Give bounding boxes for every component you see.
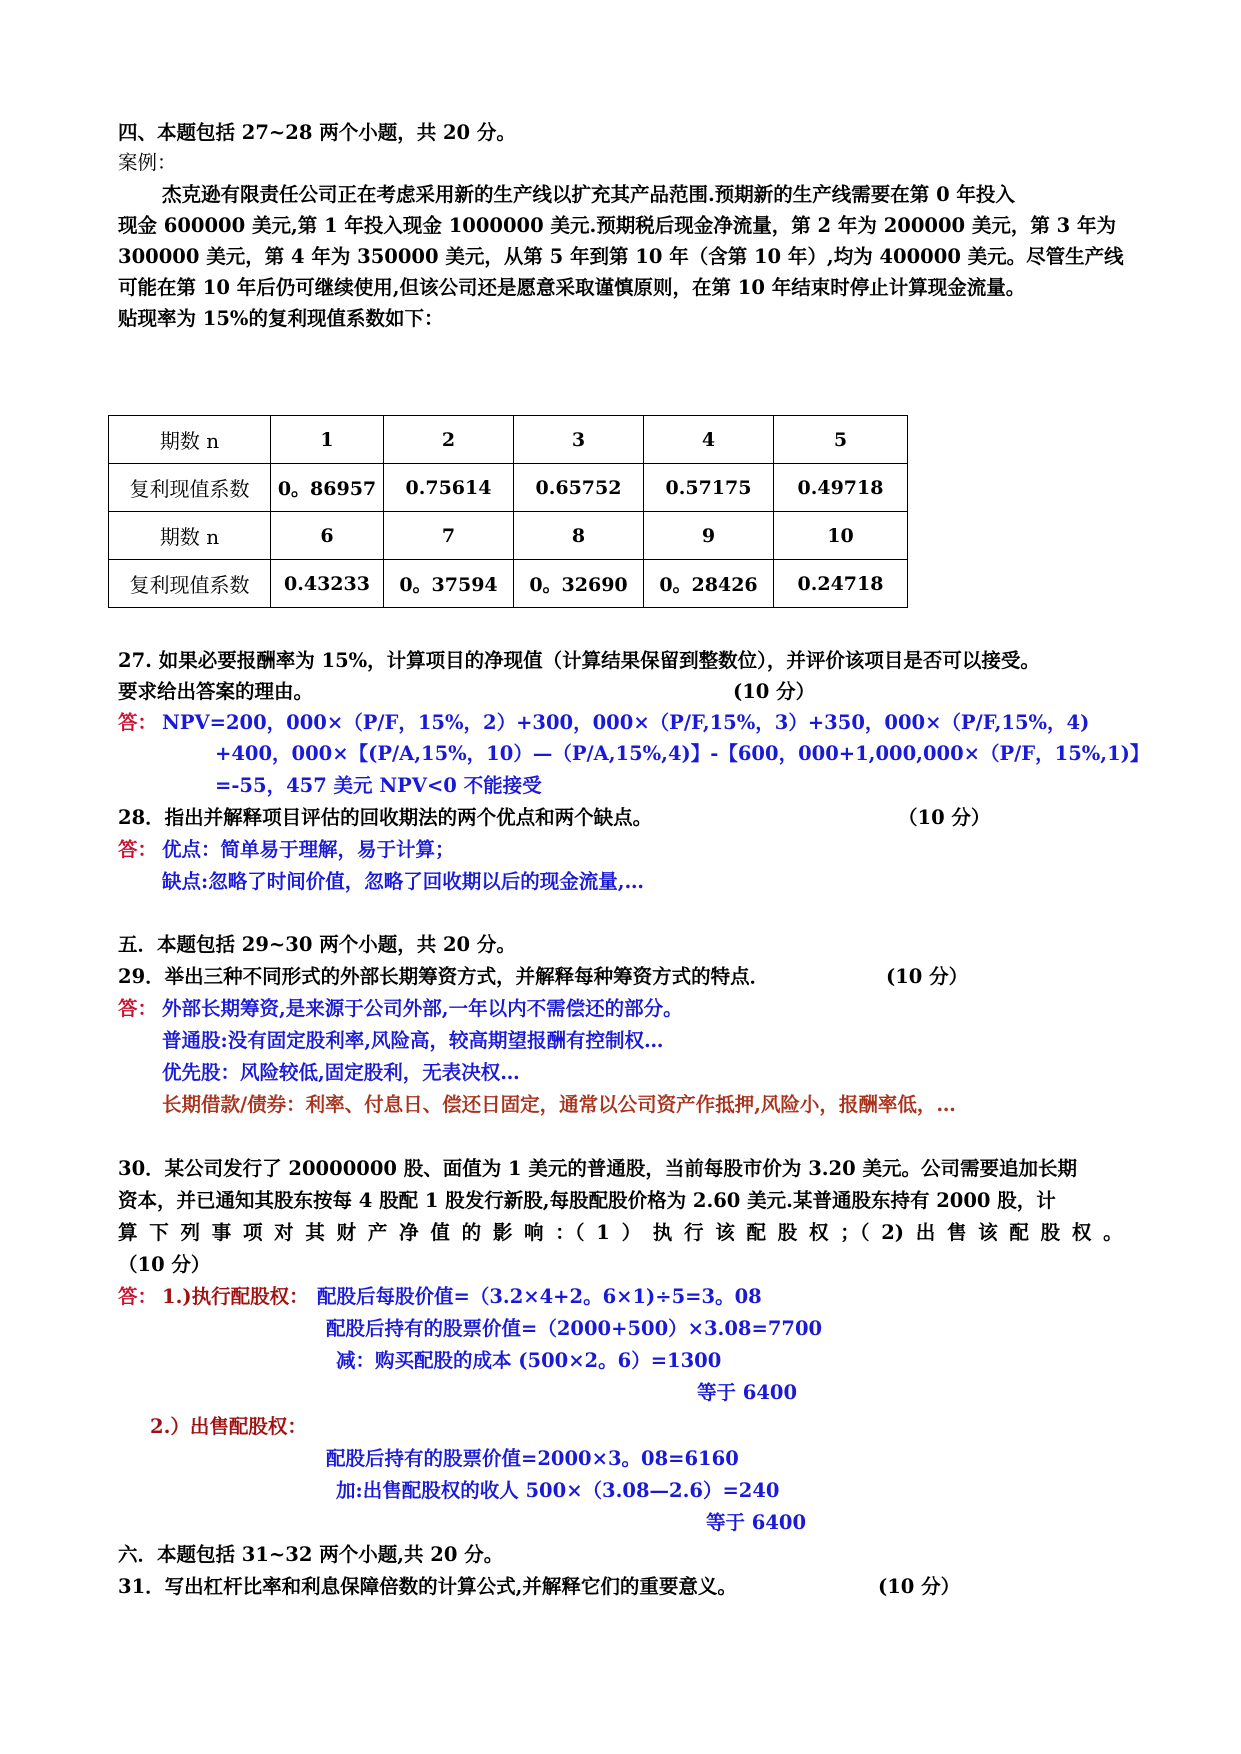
table-cell: 0.57175 bbox=[644, 464, 774, 512]
q30-part-2-line-2: 加:出售配股权的收人 500×（3.08—2.6）=240 bbox=[336, 1479, 780, 1502]
q30-line-3 bbox=[118, 1218, 1123, 1248]
q30-line-3-word: 值 bbox=[430, 1221, 450, 1244]
present-value-factor-table bbox=[108, 415, 908, 608]
table-cell: 0。28426 bbox=[644, 560, 774, 608]
q28-answer-line-2: 缺点:忽略了时间价值，忽略了回收期以后的现金流量,… bbox=[162, 870, 644, 893]
table-cell: 9 bbox=[644, 512, 774, 560]
q30-part-1-label: 1.)执行配股权： bbox=[162, 1285, 309, 1308]
q30-line-3-word: 权 bbox=[808, 1221, 829, 1244]
q30-part-1-line-2: 配股后持有的股票价值=（2000+500）×3.08=7700 bbox=[326, 1317, 823, 1340]
q30-line-3-word: 算 bbox=[118, 1221, 138, 1244]
q30-line-2: 资本，并已通知其股东按每 4 股配 1 股发行新股,每股配股价格为 2.60 美元.某普通股东持有 2000 股，计 bbox=[118, 1189, 1056, 1212]
q27-answer-line-1: NPV=200，000×（P/F，15%，2）+300，000×（P/F,15%，3）+350，000×（P/F,15%，4) bbox=[162, 711, 1090, 734]
q30-line-3-word: 出 bbox=[915, 1221, 936, 1244]
table-cell: 8 bbox=[514, 512, 644, 560]
section-4-heading: 四、本题包括 27~28 两个小题，共 20 分。 bbox=[118, 121, 516, 144]
q30-line-3-word: 。 bbox=[1103, 1221, 1123, 1244]
q30-line-3-word: ） bbox=[621, 1221, 642, 1244]
q30-line-3-word: ；（ bbox=[840, 1221, 870, 1244]
section-6-heading: 六．本题包括 31~32 两个小题,共 20 分。 bbox=[118, 1543, 504, 1566]
table-cell: 0.43233 bbox=[271, 560, 384, 608]
case-label: 案例： bbox=[118, 151, 177, 174]
table-cell: 1 bbox=[271, 416, 384, 464]
table-cell: 复利现值系数 bbox=[109, 464, 271, 512]
case-line-4: 可能在第 10 年后仍可继续使用,但该公司还是愿意采取谨慎原则，在第 10 年结束时停止计算现金流量。 bbox=[118, 276, 1026, 299]
case-line-3: 300000 美元，第 4 年为 350000 美元，从第 5 年到第 10 年（含第 10 年）,均为 400000 美元。尽管生产线 bbox=[118, 245, 1124, 268]
q30-line-3-word: 项 bbox=[242, 1221, 263, 1244]
q30-line-3-word: 列 bbox=[180, 1221, 200, 1244]
table-cell: 10 bbox=[774, 512, 908, 560]
q30-line-3-word: 事 bbox=[211, 1221, 232, 1244]
table-cell: 0。37594 bbox=[384, 560, 514, 608]
table-cell: 7 bbox=[384, 512, 514, 560]
q30-line-3-word: 执 bbox=[652, 1221, 673, 1244]
q29-answer-line-3: 优先股：风险较低,固定股利，无表决权… bbox=[162, 1061, 520, 1084]
q30-line-3-word: 售 bbox=[946, 1221, 967, 1244]
q29-answer-prefix: 答： bbox=[118, 997, 158, 1020]
section-5-heading: 五．本题包括 29~30 两个小题，共 20 分。 bbox=[118, 933, 516, 956]
q30-line-3-word: 配 bbox=[746, 1221, 767, 1244]
case-line-2: 现金 600000 美元,第 1 年投入现金 1000000 美元.预期税后现金净流量，第 2 年为 200000 美元，第 3 年为 bbox=[118, 214, 1117, 237]
q30-line-3-word: 2) bbox=[881, 1221, 904, 1244]
table-row bbox=[109, 512, 908, 560]
table-row bbox=[109, 464, 908, 512]
q29-answer-line-4: 长期借款/债券：利率、付息日、偿还日固定，通常以公司资产作抵押,风险小，报酬率低，… bbox=[162, 1093, 956, 1116]
q28-answer-prefix: 答： bbox=[118, 838, 158, 861]
q30-line-3-word: 影 bbox=[492, 1221, 513, 1244]
table-cell: 4 bbox=[644, 416, 774, 464]
q30-line-3-word: 权 bbox=[1071, 1221, 1092, 1244]
q30-part-2-line-3: 等于 6400 bbox=[706, 1511, 807, 1534]
q30-line-1: 30．某公司发行了 20000000 股、面值为 1 美元的普通股，当前每股市价为 3.20 美元。公司需要追加长期 bbox=[118, 1157, 1077, 1180]
table-cell: 期数 n bbox=[109, 512, 271, 560]
q27-answer-prefix: 答： bbox=[118, 711, 158, 734]
case-line-5: 贴现率为 15%的复利现值系数如下： bbox=[118, 307, 444, 330]
table-cell: 期数 n bbox=[109, 416, 271, 464]
q30-line-3-word: 该 bbox=[978, 1221, 998, 1244]
q30-part-2-line-1: 配股后持有的股票价值=2000×3。08=6160 bbox=[326, 1447, 739, 1470]
q31-score: (10 分） bbox=[878, 1575, 961, 1598]
q30-line-3-word: 财 bbox=[336, 1221, 357, 1244]
q31-line: 31．写出杠杆比率和利息保障倍数的计算公式,并解释它们的重要意义。 bbox=[118, 1575, 737, 1598]
table-cell: 0.24718 bbox=[774, 560, 908, 608]
q30-line-3-word: 下 bbox=[149, 1221, 169, 1244]
q29-answer-line-1: 外部长期筹资,是来源于公司外部,一年以内不需偿还的部分。 bbox=[162, 997, 683, 1020]
q30-line-3-word: 1 bbox=[596, 1221, 610, 1244]
table-cell: 5 bbox=[774, 416, 908, 464]
q27-line-1: 27. 如果必要报酬率为 15%，计算项目的净现值（计算结果保留到整数位），并评价该项目是否可以接受。 bbox=[118, 649, 1040, 672]
q30-part-1-line-3: 减：购买配股的成本 (500×2。6）=1300 bbox=[336, 1349, 722, 1372]
case-line-1: 杰克逊有限责任公司正在考虑采用新的生产线以扩充其产品范围.预期新的生产线需要在第 0 年投入 bbox=[162, 183, 1015, 206]
q30-line-4: （10 分） bbox=[118, 1253, 211, 1276]
q30-line-3-word: 净 bbox=[399, 1221, 419, 1244]
table-cell: 2 bbox=[384, 416, 514, 464]
q28-line: 28．指出并解释项目评估的回收期法的两个优点和两个缺点。 bbox=[118, 806, 653, 829]
table-row bbox=[109, 416, 908, 464]
q30-line-3-word: 该 bbox=[715, 1221, 735, 1244]
q29-line: 29．举出三种不同形式的外部长期筹资方式，并解释每种筹资方式的特点． bbox=[118, 965, 770, 988]
q30-line-3-word: 响 bbox=[524, 1221, 544, 1244]
table-cell: 复利现值系数 bbox=[109, 560, 271, 608]
q29-score: (10 分） bbox=[886, 965, 969, 988]
table-cell: 6 bbox=[271, 512, 384, 560]
q30-line-3-word: 股 bbox=[777, 1221, 798, 1244]
q27-score: (10 分） bbox=[733, 680, 816, 703]
q30-line-3-word: 产 bbox=[367, 1221, 388, 1244]
q30-line-3-word: 配 bbox=[1009, 1221, 1029, 1244]
table-cell: 3 bbox=[514, 416, 644, 464]
q27-answer-line-3: =-55，457 美元 NPV<0 不能接受 bbox=[215, 774, 542, 797]
q30-line-3-word: 行 bbox=[684, 1221, 704, 1244]
table-cell: 0.49718 bbox=[774, 464, 908, 512]
q30-part-1-line-4: 等于 6400 bbox=[697, 1381, 798, 1404]
table-cell: 0。32690 bbox=[514, 560, 644, 608]
q30-line-3-word: ：（ bbox=[555, 1221, 585, 1244]
q30-line-3-word: 其 bbox=[305, 1221, 325, 1244]
q30-line-3-word: 股 bbox=[1040, 1221, 1061, 1244]
q30-line-3-word: 对 bbox=[274, 1221, 294, 1244]
table-cell: 0.65752 bbox=[514, 464, 644, 512]
q27-answer-line-2: +400，000×【(P/A,15%，10）—（P/A,15%,4)】-【600，000+1,000,000×（P/F，15%,1)】 bbox=[215, 742, 1150, 765]
q30-part-2-label: 2.）出售配股权： bbox=[150, 1415, 307, 1438]
table-cell: 0。86957 bbox=[271, 464, 384, 512]
table-row bbox=[109, 560, 908, 608]
table-cell: 0.75614 bbox=[384, 464, 514, 512]
q28-score: （10 分） bbox=[898, 806, 991, 829]
q30-line-3-word: 的 bbox=[461, 1221, 482, 1244]
q30-answer-prefix: 答： bbox=[118, 1285, 158, 1308]
q30-part-1-line-1: 配股后每股价值=（3.2×4+2。6×1)÷5=3。08 bbox=[317, 1285, 762, 1308]
q27-line-2: 要求给出答案的理由。 bbox=[118, 680, 314, 703]
q29-answer-line-2: 普通股:没有固定股利率,风险高，较高期望报酬有控制权… bbox=[162, 1029, 664, 1052]
q28-answer-line-1: 优点：简单易于理解，易于计算； bbox=[162, 838, 455, 861]
